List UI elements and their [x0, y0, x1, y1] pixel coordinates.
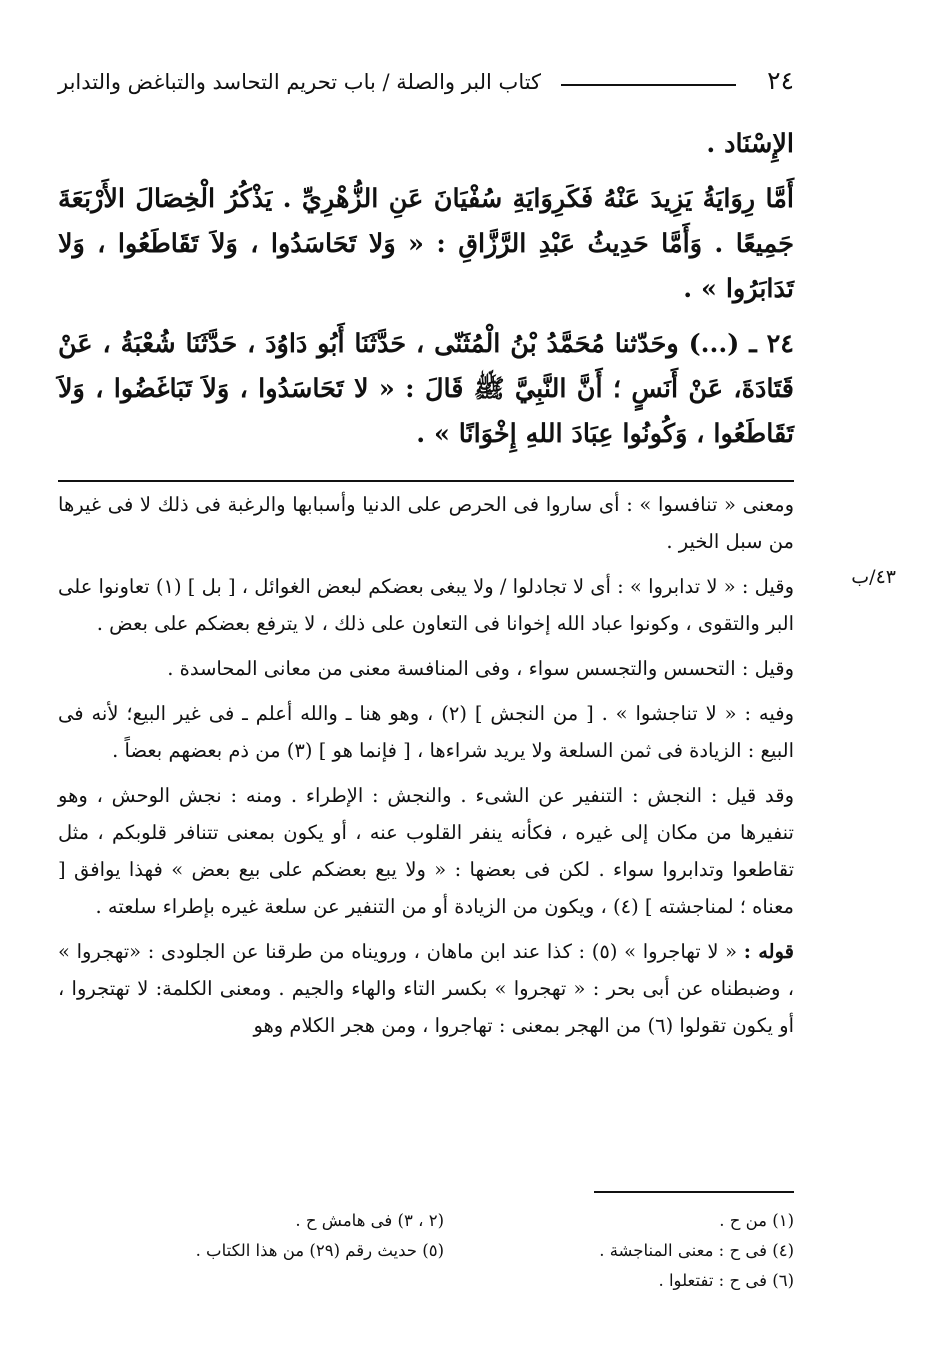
- running-title: كتاب البر والصلة / باب تحريم التحاسد والتباغض والتدابر: [58, 70, 542, 94]
- hadith-text: (...) وحَدّثنا مُحَمَّدُ بْنُ الْمُثَنّى ، حَدَّثَنَا أَبُو دَاوُدَ ، حَدَّثَنَا شُعْبَةُ ، عَنْ قَتَادَةَ، عَنْ أَنَسٍ ؛ أَنَّ النَّبِيَّ ﷺ قَالَ : « لا تَحَاسَدُوا ، وَلاَ تَبَاغَضُوا ، وَلاَ تَقَاطَعُوا ، وَكُونُوا عِبَادَ اللهِ إِخْوَانًا » .: [58, 329, 794, 449]
- main-line-isnad: الإِسْنَاد .: [706, 129, 794, 159]
- commentary-paragraph: [58, 777, 794, 925]
- marginal-folio-note: ٤٣/ب: [851, 566, 896, 588]
- footnote: (٥) حديث رقم (٢٩) من هذا الكتاب .: [195, 1241, 444, 1260]
- commentary-paragraph: [58, 650, 794, 687]
- commentary-text: ومعنى « تنافسوا » : أى ساروا فى الحرص على الدنيا وأسبابها والرغبة فى ذلك لا فى غيرها من سبل الخير .: [58, 493, 794, 553]
- commentary-text: وقيل : التحسس والتجسس سواء ، وفى المنافسة معنى من معانى المحاسدة .: [167, 657, 794, 680]
- footnote: (٤) فى ح : معنى المناجشة .: [599, 1241, 794, 1260]
- footnote: (٦) فى ح : تفتعلوا .: [658, 1271, 794, 1290]
- hadith-paragraph: [58, 322, 794, 457]
- main-text: [58, 122, 794, 457]
- footnote-divider: [594, 1191, 794, 1193]
- footnote-row: [90, 1206, 794, 1236]
- footnotes: [90, 1206, 794, 1296]
- hadith-number: ٢٤ ـ: [749, 329, 794, 359]
- commentary-text: وقد قيل : النجش : التنفير عن الشىء . والنجش : الإطراء . ومنه : نجش الوحش ، وهو تنفيرها من مكان إلى غيره ، فكأنه ينفر القلوب عنه ، أو يكون بمعنى تتنافر قلوبكم ، مثل تقاطعوا وتدابروا سواء . لكن فى بعضها : « ولا يبع بعضكم على بيع بعض » فهذا يوافق [ معناه ؛ لمناجشته ] (٤) ، ويكون من الزيادة أو من التنفير عن سلعة غيره بإطراء سلعته .: [58, 784, 794, 918]
- running-header: [58, 62, 794, 102]
- footnote: (٢ ، ٣) فى هامش ح .: [295, 1211, 444, 1230]
- page-number: ٢٤: [767, 66, 794, 95]
- commentary-lead: قوله :: [743, 940, 794, 963]
- header-rule: [561, 84, 736, 86]
- commentary: [58, 486, 794, 1052]
- footnote: [90, 1266, 464, 1296]
- footnote-row: [90, 1266, 794, 1296]
- main-paragraph-riwaya: أَمَّا رِوَايَةُ يَزِيدَ عَنْهُ فَكَرِوَايَةِ سُفْيَانَ عَنِ الزُّهْرِيِّ . يَذْكُرُ الْخِصَالَ الأَرْبَعَةَ جَمِيعًا . وَأَمَّا حَدِيثُ عَبْدِ الرَّزَّاقِ : « وَلا تَحَاسَدُوا ، وَلاَ تَقَاطَعُوا ، وَلا تَدَابَرُوا » .: [58, 184, 794, 304]
- commentary-text: وفيه : « لا تناجشوا » . [ من النجش ] (٢) ، وهو هنا ـ والله أعلم ـ فى غير البيع؛ لأنه فى البيع : الزيادة فى ثمن السلعة ولا يريد شراءها ، [ فإنما هو ] (٣) من ذم بعضهم بعضاً .: [58, 702, 794, 762]
- commentary-paragraph: [58, 695, 794, 769]
- commentary-text: وقيل : « لا تدابروا » : أى لا تجادلوا / ولا يبغى بعضكم لبعض الغوائل ، [ بل ] (١) تعاونوا على البر والتقوى ، وكونوا عباد الله إخوانا فى التعاون على ذلك ، لا يترفع بعضكم على بعض .: [58, 575, 794, 635]
- commentary-text: « لا تهاجروا » (٥) : كذا عند ابن ماهان ، ورويناه من طرقنا عن الجلودى : «تهجروا » ، وضبطناه عن أبى بحر : « تهجروا » بكسر التاء والهاء والجيم . ومعنى الكلمة: لا تهتجروا ، أو يكون تقولوا (٦) من الهجر بمعنى : تهاجروا ، ومن هجر الكلام وهو: [58, 940, 794, 1037]
- commentary-divider: [58, 480, 794, 482]
- footnote: (١) من ح .: [719, 1211, 794, 1230]
- commentary-paragraph: [58, 486, 794, 560]
- commentary-paragraph: [58, 933, 794, 1044]
- footnote-row: [90, 1236, 794, 1266]
- commentary-paragraph: [58, 568, 794, 642]
